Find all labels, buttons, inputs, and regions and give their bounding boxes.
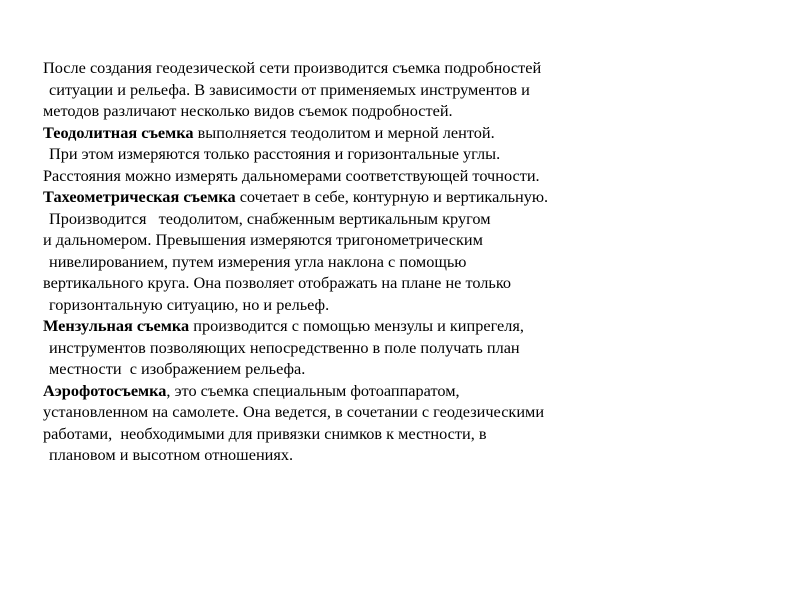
line-text: вертикального круга. Она позволяет отображать на плане не только (43, 273, 512, 292)
text-line (0, 423, 800, 445)
line-text: , это съемка специальным фотоаппаратом, (166, 380, 460, 400)
line-text: выполняется теодолитом и мерной лентой. (193, 122, 495, 142)
text-line (0, 100, 800, 122)
line-text: производится с помощью мензулы и кипрегеля, (189, 316, 524, 335)
line-text: горизонтальную ситуацию, но и рельеф. (49, 294, 330, 314)
text-line (0, 444, 800, 466)
line-text: Расстояния можно измерять дальномерами соответствующей точности. (43, 165, 540, 185)
text-line (0, 57, 800, 79)
text-line (0, 122, 800, 144)
text-line (0, 380, 800, 402)
bold-term: Аэрофотосъемка (43, 380, 167, 400)
bold-term: Теодолитная съемка (43, 122, 194, 142)
line-text: установленном на самолете. Она ведется, в сочетании с геодезическими (43, 402, 545, 421)
text-body (0, 57, 800, 466)
line-text: плановом и высотном отношениях. (49, 445, 294, 464)
text-line (0, 208, 800, 230)
line-text: нивелированием, путем измерения угла наклона с помощью (49, 251, 467, 271)
text-line (0, 79, 800, 101)
text-line (0, 401, 800, 423)
text-line (0, 229, 800, 251)
bold-term: Тахеометрическая съемка (43, 187, 236, 206)
line-text: методов различают несколько видов съемок подробностей. (43, 101, 453, 120)
text-line (0, 186, 800, 208)
text-line (0, 337, 800, 359)
text-line (0, 272, 800, 294)
text-line (0, 143, 800, 165)
text-line (0, 165, 800, 187)
line-text: После создания геодезической сети производится съемка подробностей (43, 58, 542, 77)
text-line (0, 251, 800, 273)
line-text: местности с изображением рельефа. (49, 359, 306, 378)
line-text: ситуации и рельефа. В зависимости от применяемых инструментов и (49, 79, 530, 99)
line-text: работами, необходимыми для привязки снимков к местности, в (43, 423, 487, 443)
text-line (0, 294, 800, 316)
line-text: При этом измеряются только расстояния и горизонтальные углы. (49, 144, 501, 163)
line-text: инструментов позволяющих непосредственно в поле получать план (49, 337, 520, 357)
text-line (0, 358, 800, 380)
bold-term: Мензульная съемка (43, 316, 190, 335)
line-text: и дальномером. Превышения измеряются тригонометрическим (43, 230, 483, 249)
line-text: Производится теодолитом, снабженным вертикальным кругом (49, 208, 491, 228)
text-line (0, 315, 800, 337)
line-text: сочетает в себе, контурную и вертикальную. (235, 187, 549, 206)
